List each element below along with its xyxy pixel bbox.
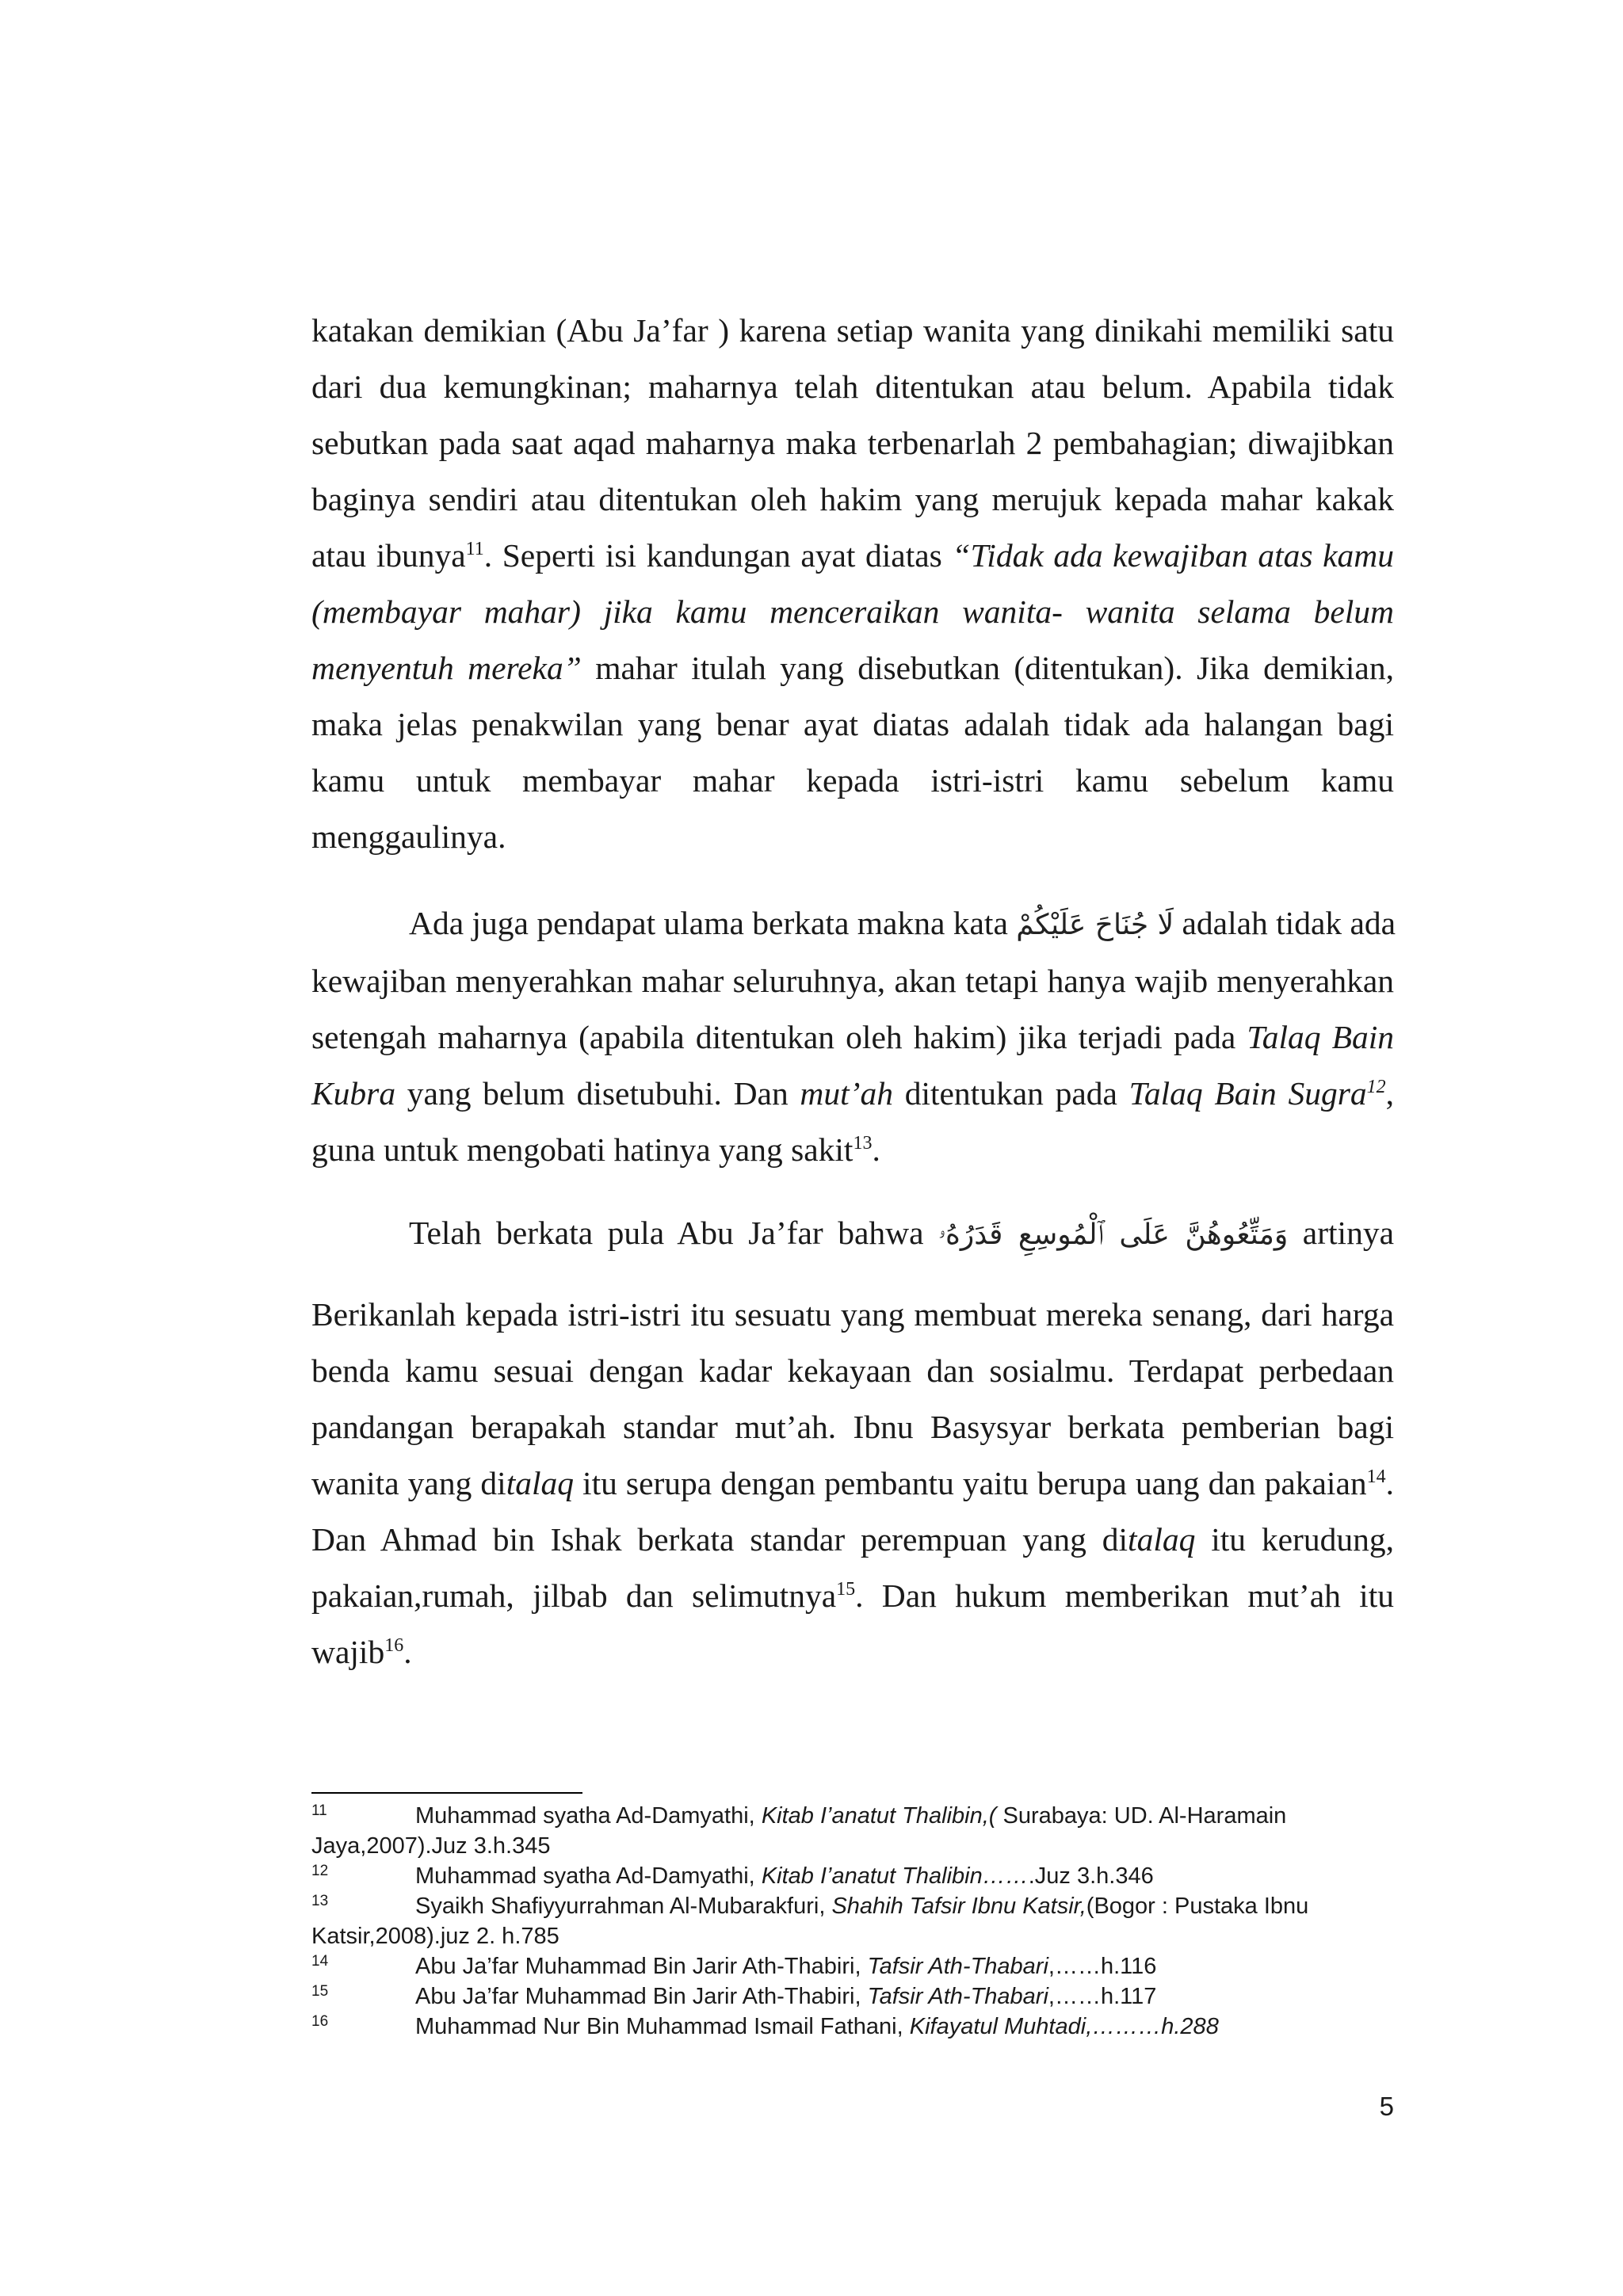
- text-line: pandangan berapakah standar mut’ah. Ibnu Basysyar berkata pemberian bagi: [311, 1409, 1394, 1445]
- text-line: Kubra yang belum disetubuhi. Dan mut’ah ditentukan pada Talaq Bain Sugra$^{12}$,: [311, 1075, 1394, 1112]
- text-line: baginya sendiri atau ditentukan oleh hakim yang merujuk kepada mahar kakak: [311, 481, 1394, 517]
- text-line: guna untuk mengobati hatinya yang sakit$^{13}$.: [311, 1131, 880, 1168]
- footnote-11: 11 Muhammad syatha Ad-Damyathi, Kitab I’anatut Thalibin,( Surabaya: UD. Al-Haramain Jaya,2007).Juz 3.h.345: [311, 1801, 1394, 1861]
- quoted-verse-translation: “Tidak ada kewajiban atas kamu: [952, 537, 1394, 574]
- text-line: Berikanlah kepada istri-istri itu sesuatu yang membuat mereka senang, dari harga: [311, 1296, 1394, 1333]
- text-line: atau ibunya$^{11}$. Seperti isi kandungan ayat diatas “Tidak ada kewajiban atas kamu: [311, 537, 1394, 574]
- footnote-number: 14: [311, 1953, 329, 1970]
- text-line: dari dua kemungkinan; maharnya telah ditentukan atau belum. Apabila tidak: [311, 368, 1394, 405]
- footnote-separator: [311, 1792, 582, 1794]
- footnote-ref-12[interactable]: 12: [1366, 1077, 1386, 1098]
- footnotes: [311, 1801, 1394, 2042]
- text-line: kamu untuk membayar mahar kepada istri-istri kamu sebelum kamu: [311, 762, 1394, 799]
- footnote-ref-11[interactable]: 11: [465, 539, 484, 560]
- footnote-number: 13: [311, 1893, 329, 1909]
- body-paragraph-1: [311, 303, 1394, 865]
- body-paragraph-4: [311, 1287, 1394, 1680]
- footnote-12: 12 Muhammad syatha Ad-Damyathi, Kitab I’anatut Thalibin…….Juz 3.h.346: [311, 1861, 1394, 1891]
- text-line: menggaulinya.: [311, 818, 506, 855]
- text-line: katakan demikian (Abu Ja’far ) karena setiap wanita yang dinikahi memiliki satu: [311, 312, 1394, 349]
- footnote-13: 13 Syaikh Shafiyyurrahman Al-Mubarakfuri, Shahih Tafsir Ibnu Katsir,(Bogor : Pustaka Ibnu Katsir,2008).juz 2. h.785: [311, 1891, 1394, 1951]
- arabic-verse: وَمَتِّعُوهُنَّ عَلَى ٱلْمُوسِعِ قَدَرُهُۥ: [938, 1219, 1289, 1251]
- footnote-ref-16[interactable]: 16: [384, 1635, 404, 1657]
- footnote-number: 11: [311, 1802, 327, 1819]
- text-line: setengah maharnya (apabila ditentukan oleh hakim) jika terjadi pada Talaq Bain: [311, 1019, 1394, 1055]
- footnote-ref-13[interactable]: 13: [853, 1133, 873, 1154]
- footnote-ref-14[interactable]: 14: [1366, 1466, 1386, 1488]
- footnote-number: 15: [311, 1983, 329, 2000]
- footnote-continuation: Katsir,2008).juz 2. h.785: [311, 1924, 559, 1949]
- footnote-14: 14 Abu Ja’far Muhammad Bin Jarir Ath-Thabiri, Tafsir Ath-Thabari,……h.116: [311, 1951, 1394, 1981]
- text-line: wanita yang ditalaq itu serupa dengan pembantu yaitu berupa uang dan pakaian$^{14}$.: [311, 1465, 1394, 1501]
- text-line: benda kamu sesuai dengan kadar kekayaan dan sosialmu. Terdapat perbedaan: [311, 1352, 1394, 1389]
- footnote-16: 16 Muhammad Nur Bin Muhammad Ismail Fathani, Kifayatul Muhtadi,………h.288: [311, 2012, 1394, 2042]
- page-number: 5: [1379, 2092, 1394, 2121]
- footnote-continuation: Jaya,2007).Juz 3.h.345: [311, 1833, 551, 1859]
- text-line: Telah berkata pula Abu Ja’far bahwa وَمَتِّعُوهُنَّ عَلَى ٱلْمُوسِعِ قَدَرُهُۥ artinya: [409, 1215, 1394, 1251]
- text-line: (membayar mahar) jika kamu menceraikan wanita- wanita selama belum: [311, 593, 1394, 630]
- body-paragraph-2: [311, 895, 1394, 1178]
- footnote-number: 16: [311, 2013, 329, 2030]
- text-line: sebutkan pada saat aqad maharnya maka terbenarlah 2 pembahagian; diwajibkan: [311, 425, 1394, 461]
- text-line: maka jelas penakwilan yang benar ayat diatas adalah tidak ada halangan bagi: [311, 706, 1394, 742]
- text-line: pakaian,rumah, jilbab dan selimutnya$^{15}$. Dan hukum memberikan mut’ah itu: [311, 1577, 1394, 1614]
- text-line: Dan Ahmad bin Ishak berkata standar perempuan yang ditalaq itu kerudung,: [311, 1521, 1394, 1558]
- body-paragraph-3: [311, 1205, 1394, 1263]
- text-line: Ada juga pendapat ulama berkata makna kata لَا جُنَاحَ عَلَيْكُمْ adalah tidak ada: [409, 905, 1396, 941]
- text-line: kewajiban menyerahkan mahar seluruhnya, akan tetapi hanya wajib menyerahkan: [311, 963, 1394, 999]
- text-line: wajib$^{16}$.: [311, 1634, 412, 1670]
- footnote-15: 15 Abu Ja’far Muhammad Bin Jarir Ath-Thabiri, Tafsir Ath-Thabari,……h.117: [311, 1981, 1394, 2012]
- text-line: menyentuh mereka” mahar itulah yang disebutkan (ditentukan). Jika demikian,: [311, 650, 1394, 686]
- footnote-ref-15[interactable]: 15: [836, 1579, 856, 1600]
- arabic-phrase: لَا جُنَاحَ عَلَيْكُمْ: [1016, 909, 1174, 941]
- footnote-number: 12: [311, 1863, 329, 1879]
